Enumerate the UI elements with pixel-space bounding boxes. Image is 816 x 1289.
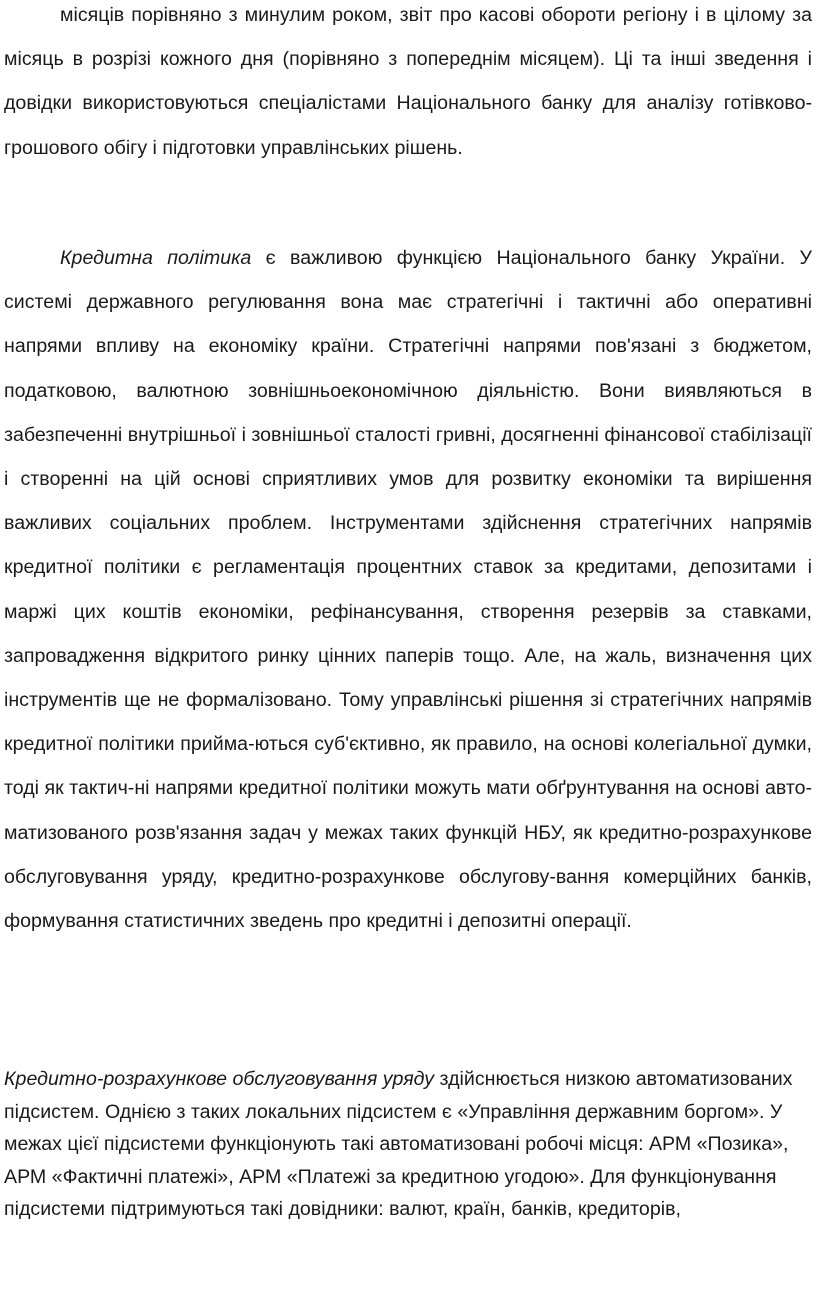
paragraph-lead-term: Кредитно-розрахункове обслуговування уряду bbox=[4, 1068, 435, 1090]
paragraph-credit-policy bbox=[0, 236, 816, 943]
paragraph-text: є важливою функцією Національного банку України. У системі державного регулювання вона має стратегічні і тактичні або оперативні напрями впливу на економіку країни. Стратегічні напрями пов'язані з бюджетом, податковою, валютною зовнішньоекономічною діяльністю. Вони виявляються в забезпеченні внутрішньої і зовнішньої сталості гривні, досягненні фінансової стабілізації і створенні на цій основі сприятливих умов для розвитку економіки та вирішення важливих соціальних проблем. Інструментами здійснення стратегічних напрямів кредитної політики є регламентація процентних ставок за кредитами, депозитами і маржі цих коштів економіки, рефінансування, створення резервів за ставками, запровадження відкритого ринку цінних паперів тощо. Але, на жаль, визначення цих інструментів ще не формалізовано. Тому управлінські рішення зі стратегічних напрямів кредитної політики прийма-ються суб'єктивно, як правило, на основі колегіальної думки, тоді як тактич-ні напрями кредитної політики можуть мати обґрунтування на основі авто-матизованого розв'язання задач у межах таких функцій НБУ, як кредитно-розрахункове обслуговування уряду, кредитно-розрахункове обслугову-вання комерційних банків, формування статистичних зведень про кредитні і депозитні операції. bbox=[4, 247, 812, 933]
paragraph-government-service bbox=[0, 1063, 816, 1226]
paragraph-lead-term: Кредитна політика bbox=[60, 247, 252, 269]
paragraph-cash-reports bbox=[0, 0, 816, 170]
paragraph-text: місяців порівняно з минулим роком, звіт про касові обороти регіону і в цілому за місяць в розрізі кожного дня (порівняно з попереднім місяцем). Ці та інші зведення і довідки використовуються спеціалістами Національного банку для аналізу готівково-грошового обігу і підготовки управлінських рішень. bbox=[4, 4, 812, 159]
paragraph-text: здійснюється низкою автоматизованих підсистем. Однією з таких локальних підсистем є «Управління державним боргом». У межах цієї підсистеми функціонують такі автоматизовані робочі місця: АРМ «Позика», АРМ «Фактичні платежі», АРМ «Платежі за кредитною угодою». Для функціонування підсистеми підтримуються такі довідники: валют, країн, банків, кредиторів, bbox=[4, 1068, 793, 1221]
